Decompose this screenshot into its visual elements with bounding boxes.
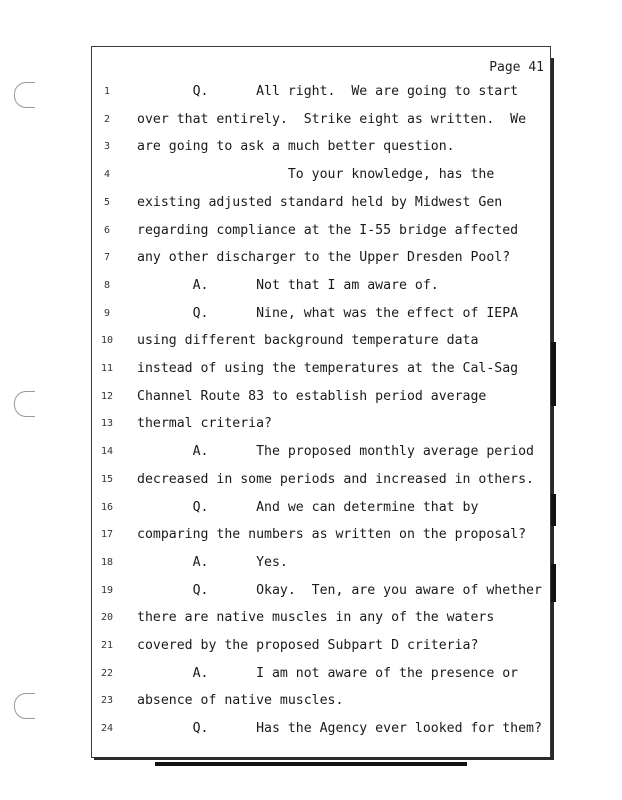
line-number: 7 [103, 252, 111, 264]
transcript-line-text: are going to ask a much better question. [137, 139, 455, 155]
transcript-line-text: absence of native muscles. [137, 693, 344, 709]
line-number: 11 [100, 363, 114, 374]
transcript-line-text: Q. Okay. Ten, are you aware of whether [137, 582, 542, 598]
binder-hole-top [14, 82, 35, 108]
transcript-line-text: A. Not that I am aware of. [137, 277, 439, 293]
transcript-line-text: Channel Route 83 to establish period average [137, 388, 487, 404]
transcript-line-text: there are native muscles in any of the waters [137, 610, 495, 626]
transcript-line-text: A. Yes. [137, 554, 288, 570]
transcript-line-text: Q. Has the Agency ever looked for them? [137, 721, 542, 737]
line-number: 3 [103, 141, 111, 153]
line-number: 20 [100, 612, 114, 624]
line-number: 10 [100, 335, 114, 347]
line-number: 21 [100, 640, 114, 651]
page-bottom-bar [155, 762, 467, 766]
transcript-line-text: A. The proposed monthly average period [137, 444, 534, 460]
line-number: 9 [103, 307, 111, 319]
transcript-line-text: any other discharger to the Upper Dresden Pool? [137, 250, 511, 266]
page-number: Page 41 [489, 60, 544, 75]
line-number: 12 [100, 390, 114, 402]
line-number: 13 [100, 418, 114, 430]
page-frame-shadow-bottom [94, 757, 554, 760]
transcript-line-text: thermal criteria? [137, 416, 272, 432]
line-number: 19 [100, 584, 114, 596]
binder-hole-middle [14, 391, 35, 417]
line-number: 18 [100, 556, 114, 568]
transcript-line-text: covered by the proposed Subpart D criteria? [137, 638, 479, 653]
transcript-line-text: regarding compliance at the I-55 bridge affected [137, 222, 519, 238]
transcript-line-text: instead of using the temperatures at the Cal-Sag [137, 361, 519, 376]
line-number: 2 [103, 113, 111, 125]
transcript-line-text: To your knowledge, has the [137, 167, 495, 183]
line-number: 1 [103, 86, 111, 97]
transcript-line-text: Q. And we can determine that by [137, 499, 479, 515]
transcript-line-text: A. I am not aware of the presence or [137, 665, 519, 681]
line-number: 6 [103, 224, 111, 236]
margin-change-bar [551, 342, 556, 406]
line-number: 8 [103, 279, 111, 291]
line-number: 5 [103, 196, 111, 208]
transcript-line-text: existing adjusted standard held by Midwest Gen [137, 194, 503, 210]
transcript-line-text: Q. Nine, what was the effect of IEPA [137, 305, 519, 321]
transcript-line-text: Q. All right. We are going to start [137, 84, 519, 99]
line-number: 22 [100, 667, 114, 679]
transcript-line-text: using different background temperature data [137, 333, 479, 349]
binder-hole-bottom [14, 693, 35, 719]
line-number: 4 [103, 169, 111, 181]
transcript-line-text: decreased in some periods and increased in others. [137, 471, 534, 487]
margin-change-bar [551, 494, 556, 526]
margin-change-bar [551, 564, 556, 602]
transcript-line-text: comparing the numbers as written on the proposal? [137, 527, 527, 543]
line-number: 14 [100, 446, 114, 458]
line-number: 17 [100, 529, 114, 541]
page-frame-shadow-right [551, 58, 554, 760]
line-number: 15 [100, 473, 114, 485]
line-number: 23 [100, 695, 114, 707]
line-number: 24 [100, 723, 114, 735]
transcript-line-text: over that entirely. Strike eight as written. We [137, 111, 527, 127]
line-number: 16 [100, 501, 114, 513]
